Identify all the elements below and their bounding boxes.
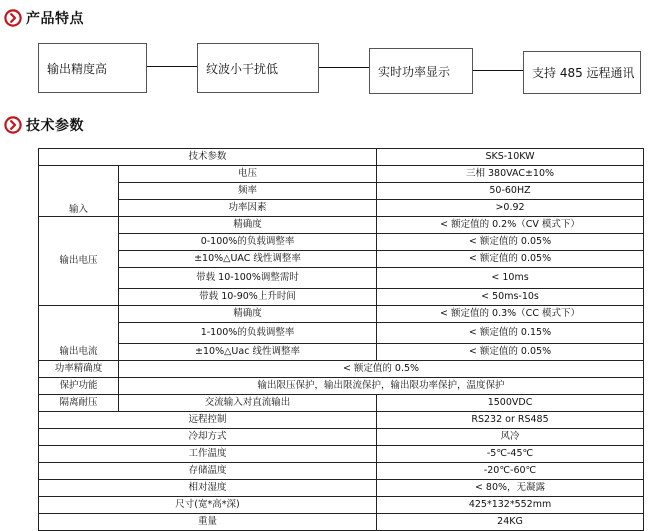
row-label: 功率因素 bbox=[119, 200, 377, 217]
features-heading bbox=[4, 8, 84, 28]
row-value: 1500VDC bbox=[377, 395, 644, 412]
chevron-circle-icon bbox=[4, 116, 22, 134]
row-value: -20℃-60℃ bbox=[377, 463, 644, 480]
row-label: 尺寸(宽*高*深) bbox=[39, 497, 377, 514]
row-value: < 额定值的 0.2%（CV 模式下） bbox=[377, 217, 644, 234]
table-row bbox=[39, 378, 644, 395]
table-row bbox=[39, 463, 644, 480]
row-label: 工作温度 bbox=[39, 446, 377, 463]
row-value: 425*132*552mm bbox=[377, 497, 644, 514]
row-value: < 额定值的 0.5% bbox=[119, 361, 644, 378]
group-cell-current: 输出电流 bbox=[39, 306, 119, 361]
row-label: 带载 10-90%上升时间 bbox=[119, 289, 377, 306]
row-value: 风冷 bbox=[377, 429, 644, 446]
feature-label: 支持 485 远程通讯 bbox=[532, 66, 635, 80]
row-label: 远程控制 bbox=[39, 412, 377, 429]
table-row bbox=[39, 323, 644, 344]
row-label: 电压 bbox=[119, 166, 377, 183]
spec-table bbox=[38, 148, 644, 531]
table-row bbox=[39, 429, 644, 446]
row-value: < 80%，无凝露 bbox=[377, 480, 644, 497]
table-row bbox=[39, 361, 644, 378]
table-row bbox=[39, 289, 644, 306]
row-label: ±10%△Uac 线性调整率 bbox=[119, 344, 377, 361]
feature-box-2 bbox=[197, 43, 319, 93]
row-value: 50-60HZ bbox=[377, 183, 644, 200]
flow-connector bbox=[319, 67, 369, 68]
row-label: 带载 10-100%调整需时 bbox=[119, 268, 377, 289]
row-label: 功率精确度 bbox=[39, 361, 119, 378]
row-label: 存储温度 bbox=[39, 463, 377, 480]
table-row bbox=[39, 344, 644, 361]
table-row bbox=[39, 446, 644, 463]
row-label: ±10%△UAC 线性调整率 bbox=[119, 251, 377, 268]
group-cell-voltage: 输出电压 bbox=[39, 217, 119, 306]
table-row bbox=[39, 497, 644, 514]
row-label: 重量 bbox=[39, 514, 377, 531]
params-heading bbox=[4, 115, 84, 135]
row-label: 冷却方式 bbox=[39, 429, 377, 446]
row-value: < 额定值的 0.05% bbox=[377, 344, 644, 361]
row-value: < 额定值的 0.15% bbox=[377, 323, 644, 344]
feature-box-3 bbox=[369, 48, 473, 94]
flow-connector bbox=[473, 70, 523, 71]
table-row bbox=[39, 251, 644, 268]
chevron-circle-icon bbox=[4, 9, 22, 27]
row-value: < 额定值的 0.05% bbox=[377, 251, 644, 268]
row-value: 输出限压保护，输出限流保护，输出限功率保护，温度保护 bbox=[119, 378, 644, 395]
table-row bbox=[39, 514, 644, 531]
table-row bbox=[39, 149, 644, 166]
row-label: 精确度 bbox=[119, 306, 377, 323]
feature-label: 纹波小干扰低 bbox=[206, 61, 279, 76]
table-row bbox=[39, 268, 644, 289]
feature-box-1 bbox=[38, 43, 147, 93]
table-row bbox=[39, 183, 644, 200]
row-value: RS232 or RS485 bbox=[377, 412, 644, 429]
table-header-label: 技术参数 bbox=[39, 149, 377, 166]
table-header-value: SKS-10KW bbox=[377, 149, 644, 166]
row-label: 隔离耐压 bbox=[39, 395, 119, 412]
row-label: 保护功能 bbox=[39, 378, 119, 395]
group-cell-input: 输入 bbox=[39, 166, 119, 217]
row-value: >0.92 bbox=[377, 200, 644, 217]
params-title: 技术参数 bbox=[26, 118, 84, 134]
row-value: < 10ms bbox=[377, 268, 644, 289]
table-row bbox=[39, 217, 644, 234]
table-row bbox=[39, 234, 644, 251]
row-value: < 50ms-10s bbox=[377, 289, 644, 306]
table-row bbox=[39, 306, 644, 323]
row-value: 三相 380VAC±10% bbox=[377, 166, 644, 183]
row-value: < 额定值的 0.3%（CC 模式下） bbox=[377, 306, 644, 323]
row-label: 精确度 bbox=[119, 217, 377, 234]
feature-label: 实时功率显示 bbox=[378, 64, 451, 79]
table-row bbox=[39, 480, 644, 497]
row-label: 相对湿度 bbox=[39, 480, 377, 497]
features-title: 产品特点 bbox=[26, 11, 84, 27]
row-label: 1-100%的负载调整率 bbox=[119, 323, 377, 344]
row-sublabel: 交流输入对直流输出 bbox=[119, 395, 377, 412]
feature-box-4 bbox=[523, 51, 641, 94]
table-row bbox=[39, 395, 644, 412]
table-row bbox=[39, 412, 644, 429]
row-value: 24KG bbox=[377, 514, 644, 531]
row-value: < 额定值的 0.05% bbox=[377, 234, 644, 251]
table-row bbox=[39, 200, 644, 217]
row-value: -5℃-45℃ bbox=[377, 446, 644, 463]
feature-label: 输出精度高 bbox=[47, 61, 108, 76]
row-label: 频率 bbox=[119, 183, 377, 200]
row-label: 0-100%的负载调整率 bbox=[119, 234, 377, 251]
table-row bbox=[39, 166, 644, 183]
flow-connector bbox=[147, 66, 197, 67]
